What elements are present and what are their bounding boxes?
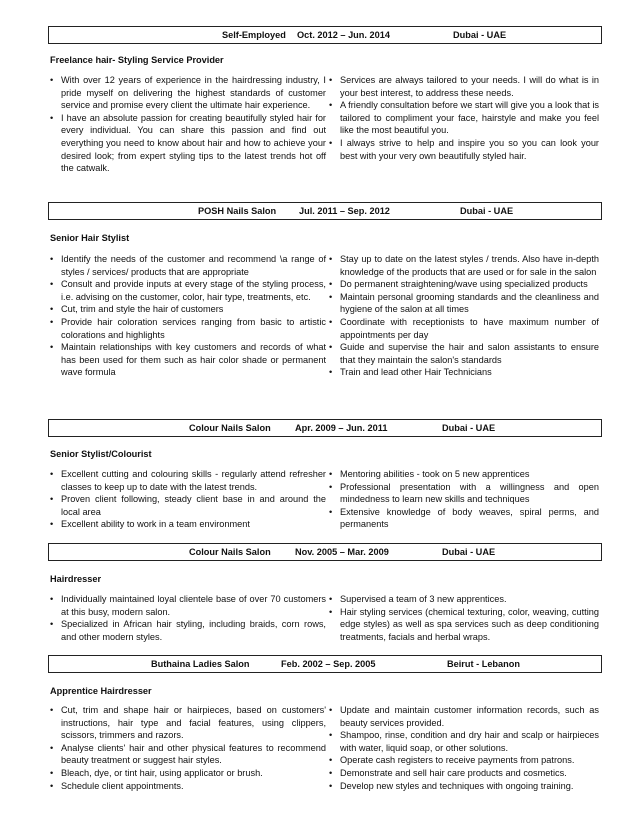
responsibility-list: [50, 253, 326, 379]
list-item: • Identify the needs of the customer and recommend \a range of styles / services/ products that are appropriate: [50, 253, 326, 278]
job-title: Senior Stylist/Colourist: [50, 449, 152, 459]
list-item: • Supervised a team of 3 new apprentices.: [329, 593, 599, 606]
list-item: • I have an absolute passion for creating beautifully styled hair for every individual. You can share this passion and find out everything you need to know about hair and how to achieve your desired look; from expert styling tips to the latest trends hot off the catwalk.: [50, 112, 326, 175]
list-item: • Provide hair coloration services ranging from basic to artistic colorations and highlights: [50, 316, 326, 341]
list-item: • Hair styling services (chemical texturing, color, weaving, cutting edge styles) as well as spa services such as deep conditioning treatments, facials and herbal wraps.: [329, 606, 599, 644]
responsibility-list: [50, 593, 326, 643]
list-item: • Maintain personal grooming standards and the cleanliness and hygiene of the salon at all times: [329, 291, 599, 316]
company-name: Colour Nails Salon: [189, 423, 271, 433]
list-item: • Cut, trim and shape hair or hairpieces, based on customers' instructions, hair type and facial features, using clippers, scissors, trimmers and razors.: [50, 704, 326, 742]
list-item: • Individually maintained loyal clientele base of over 70 customers at this busy, modern salon.: [50, 593, 326, 618]
list-item: • Operate cash registers to receive payments from patrons.: [329, 754, 599, 767]
job-location: Dubai - UAE: [442, 547, 496, 557]
list-item: • Consult and provide inputs at every stage of the styling process, i.e. advising on the customer, color, hair type, treatments, etc.: [50, 278, 326, 303]
employment-dates: Feb. 2002 – Sep. 2005: [281, 659, 376, 669]
list-item: • Develop new styles and techniques with ongoing training.: [329, 780, 599, 793]
responsibility-list: [50, 74, 326, 175]
job-title: Senior Hair Stylist: [50, 233, 130, 243]
list-item: • Cut, trim and style the hair of customers: [50, 303, 326, 316]
responsibility-list: [50, 704, 326, 792]
list-item: • Extensive knowledge of body weaves, spiral perms, and permanents: [329, 506, 599, 531]
list-item: • Mentoring abilities - took on 5 new apprentices: [329, 468, 599, 481]
job-location: Dubai - UAE: [442, 423, 496, 433]
list-item: • Services are always tailored to your needs. I will do what is in your best interest, to address these needs.: [329, 74, 599, 99]
job-location: Dubai - UAE: [460, 206, 514, 216]
responsibility-list: [329, 253, 599, 379]
list-item: • Proven client following, steady client base in and around the local area: [50, 493, 326, 518]
list-item: • Schedule client appointments.: [50, 780, 326, 793]
job-header: [48, 419, 602, 437]
list-item: • Coordinate with receptionists to have maximum number of appointments per day: [329, 316, 599, 341]
employment-dates: Nov. 2005 – Mar. 2009: [295, 547, 389, 557]
employment-dates: Apr. 2009 – Jun. 2011: [295, 423, 388, 433]
list-item: • A friendly consultation before we start will give you a look that is tailored to compliment your face, hairstyle and make you feel like the most beautiful you.: [329, 99, 599, 137]
employment-dates: Oct. 2012 – Jun. 2014: [297, 30, 390, 40]
company-name: POSH Nails Salon: [198, 206, 277, 216]
job-title: Freelance hair- Styling Service Provider: [50, 55, 224, 65]
list-item: • Guide and supervise the hair and salon assistants to ensure that they maintain the salon's standards: [329, 341, 599, 366]
job-header: [48, 26, 602, 44]
list-item: • Bleach, dye, or tint hair, using applicator or brush.: [50, 767, 326, 780]
list-item: • With over 12 years of experience in the hairdressing industry, I pride myself on delivering the highest standards of customer service and promise every client the ultimate hair experience.: [50, 74, 326, 112]
responsibility-list: [329, 593, 599, 643]
list-item: • Professional presentation with a willingness and open mindedness to learn new skills and techniques: [329, 481, 599, 506]
list-item: • Train and lead other Hair Technicians: [329, 366, 599, 379]
responsibility-list: [329, 74, 599, 162]
list-item: • Stay up to date on the latest styles / trends. Also have in-depth knowledge of the products that are used or for sale in the salon: [329, 253, 599, 278]
job-header: [48, 655, 602, 673]
list-item: • Maintain relationships with key customers and records of what has been used for them such as hair color shade or permanent wave formula: [50, 341, 326, 379]
list-item: • Update and maintain customer information records, such as beauty services provided.: [329, 704, 599, 729]
list-item: • Specialized in African hair styling, including braids, corn rows, and other modern styles.: [50, 618, 326, 643]
list-item: • Demonstrate and sell hair care products and cosmetics.: [329, 767, 599, 780]
job-location: Dubai - UAE: [453, 30, 507, 40]
responsibility-list: [329, 704, 599, 792]
company-name: Colour Nails Salon: [189, 547, 271, 557]
employment-dates: Jul. 2011 – Sep. 2012: [299, 206, 390, 216]
company-name: Buthaina Ladies Salon: [151, 659, 250, 669]
job-location: Beirut - Lebanon: [447, 659, 520, 669]
job-title: Hairdresser: [50, 574, 102, 584]
job-header: [48, 543, 602, 561]
job-header: [48, 202, 602, 220]
list-item: • Do permanent straightening/wave using specialized products: [329, 278, 599, 291]
job-title: Apprentice Hairdresser: [50, 686, 152, 696]
list-item: • Excellent cutting and colouring skills - regularly attend refresher classes to keep up to date with the latest trends.: [50, 468, 326, 493]
list-item: • Analyse clients' hair and other physical features to recommend beauty treatment or suggest hair styles.: [50, 742, 326, 767]
responsibility-list: [329, 468, 599, 531]
list-item: • I always strive to help and inspire you so you can look your best with your very own beautifully styled hair.: [329, 137, 599, 162]
company-name: Self-Employed: [222, 30, 286, 40]
list-item: • Shampoo, rinse, condition and dry hair and scalp or hairpieces with water, liquid soap, or other solutions.: [329, 729, 599, 754]
responsibility-list: [50, 468, 326, 531]
list-item: • Excellent ability to work in a team environment: [50, 518, 326, 531]
